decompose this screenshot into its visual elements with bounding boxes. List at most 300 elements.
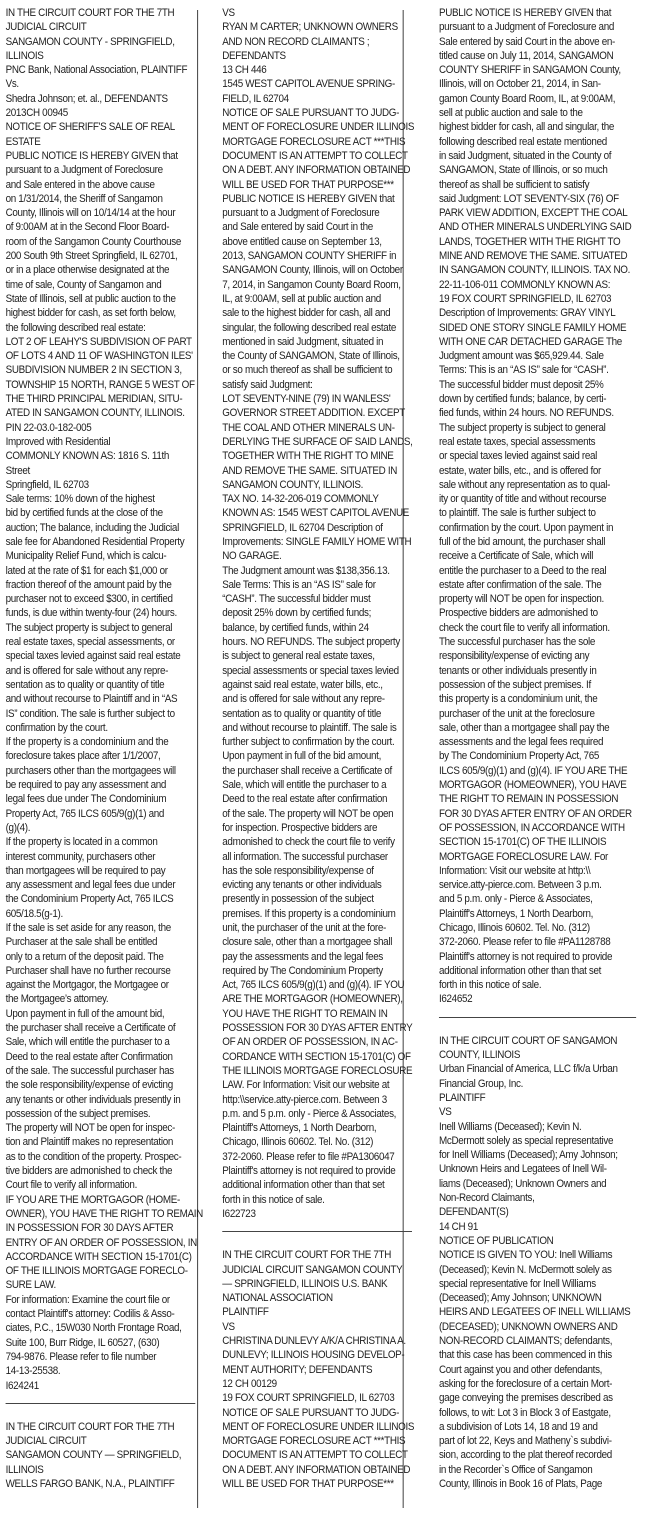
notice-line: pursuant to a Judgment of Foreclosure and [438, 21, 615, 34]
notice-line: ILLINOIS [5, 1463, 44, 1476]
notice-line: and is offered for sale without any repre- [5, 664, 169, 677]
notice-line: evicting any tenants or other individuals [222, 879, 382, 892]
notice-line: Upon payment in full of the amount bid, [5, 1007, 165, 1020]
notice-line: only to a return of the deposit paid. The [5, 950, 164, 963]
notice-line: IN SANGAMON COUNTY, ILLINOIS. TAX NO. [438, 264, 631, 277]
notice-line: this property is a condominium unit, the [438, 693, 598, 706]
notice-line: MINE AND REMOVE THE SAME. SITUATED [438, 250, 628, 263]
notice-line: special assessments or special taxes levied [222, 664, 399, 677]
notice-line: Financial Group, Inc. [438, 1077, 524, 1090]
notice-urban-financial-williams [439, 1034, 645, 1492]
notice-separator [439, 1017, 636, 1018]
notice-line: be required to pay any assessment and [5, 779, 167, 792]
notice-line: MENT OF FORECLOSURE UNDER ILLINOIS [222, 121, 415, 134]
notice-line: GOVERNOR STREET ADDITION. EXCEPT [222, 407, 405, 420]
notice-line: 794-9876. Please refer to file number [5, 1350, 157, 1363]
notice-line: and Sale entered in the above cause [5, 178, 155, 191]
notice-line: WILL BE USED FOR THAT PURPOSE*** [222, 178, 394, 191]
notice-line: ESTATE [5, 135, 41, 148]
notice-line: Act, 765 ILCS 605/9(g)(1) and (g)(4). IF YOU [222, 979, 405, 992]
notice-line: additional information other than that set [438, 964, 602, 977]
notice-line: NO GARAGE. [222, 550, 282, 563]
notice-line: ACCORDANCE WITH SECTION 15-1701(C) [5, 1250, 192, 1263]
notice-line: (DECEASED); UNKNOWN OWNERS AND [438, 1320, 618, 1333]
notice-line: Court against you and other defendants, [438, 1363, 603, 1376]
notice-line: Illinois, will on October 21, 2014, in San- [438, 78, 601, 91]
notice-line: COUNTY SHERIFF in SANGAMON County, [438, 64, 621, 77]
notice-line: NON-RECORD CLAIMANTS; defendants, [438, 1335, 613, 1348]
notice-line: JUDICIAL CIRCUIT [5, 1435, 87, 1448]
notice-line: tion and Plaintiff makes no representation [5, 1136, 174, 1149]
notice-line: has the sole responsibility/expense of [222, 864, 374, 877]
notice-line: McDermott solely as special representative [438, 1134, 614, 1147]
notice-line: County, Illinois will on 10/14/14 at the hour [5, 207, 176, 220]
notice-line: For information: Examine the court file or [5, 1293, 170, 1306]
notice-line: responsibility/expense of evicting any [438, 650, 590, 663]
notice-line: Urban Financial of America, LLC f/k/a Urban [438, 1063, 618, 1076]
notice-separator [222, 1231, 412, 1232]
notice-line: Description of Improvements: GRAY VINYL [438, 307, 616, 320]
notice-line: PUBLIC NOTICE IS HEREBY GIVEN that [438, 7, 612, 19]
notice-line: room of the Sangamon County Courthouse [5, 235, 182, 248]
notice-line: the Condominium Property Act, 765 ILCS [5, 893, 174, 906]
notice-line: sale, other than a mortgagee shall pay the [438, 721, 610, 734]
notice-line: ON A DEBT. ANY INFORMATION OBTAINED [222, 1463, 411, 1476]
column-left [6, 6, 205, 1491]
notice-line: highest bidder for cash, as set forth below, [5, 307, 176, 320]
notice-line: SANGAMON, State of Illinois, or so much [438, 164, 608, 177]
notice-line: Property Act, 765 ILCS 605/9(g)(1) and [5, 807, 165, 820]
notice-line: forth in this notice of sale. [438, 979, 542, 992]
notice-line: The successful purchaser has the sole [438, 636, 596, 649]
notice-line: Municipality Relief Fund, which is calcu- [5, 550, 167, 563]
notice-line: IS” condition. The sale is further subject to [5, 707, 175, 720]
notice-line: Court file to verify all information. [5, 1179, 138, 1192]
notice-line: PLAINTIFF [222, 1306, 269, 1319]
notice-line: DEFENDANTS [222, 49, 286, 62]
notice-line: JUDICIAL CIRCUIT [5, 21, 87, 34]
notice-line: COMMONLY KNOWN AS: 1816 S. 11th [5, 450, 170, 463]
notice-line: special representative for Inell Williams [438, 1277, 596, 1290]
notice-line: NOTICE IS GIVEN TO YOU: Inell Williams [438, 1249, 613, 1262]
notice-line: Shedra Johnson; et. al., DEFENDANTS [5, 92, 168, 105]
notice-line: THE COAL AND OTHER MINERALS UN- [222, 421, 395, 434]
notice-line: JUDICIAL CIRCUIT SANGAMON COUNTY [222, 1263, 403, 1276]
notice-line: admonished to check the court file to verify [222, 836, 395, 849]
notice-line: foreclosure takes place after 1/1/2007, [5, 750, 161, 763]
notice-line: COUNTY, ILLINOIS [438, 1049, 521, 1062]
notice-line: TOGETHER WITH THE RIGHT TO MINE [222, 450, 394, 463]
notice-line: (g)(4). [5, 821, 31, 834]
notice-line: NOTICE OF SALE PURSUANT TO JUDG- [222, 107, 400, 120]
notice-line: Non-Record Claimants, [438, 1192, 535, 1205]
notice-line: above entitled cause on September 13, [222, 235, 382, 248]
notice-line: Springfield, IL 62703 [5, 478, 89, 491]
notice-line: Purchaser at the sale shall be entitled [5, 936, 158, 949]
notice-line: entitle the purchaser to a Deed to the real [438, 564, 607, 577]
notice-line: MORTGAGE FORECLOSURE ACT ***THIS [222, 135, 406, 148]
notice-line: The successful bidder must deposit 25% [438, 378, 604, 391]
notice-line: as to the condition of the property. Prospec- [5, 1150, 182, 1163]
notice-line: WITH ONE CAR DETACHED GARAGE The [438, 335, 622, 348]
notice-line: I622723 [222, 1207, 256, 1220]
notice-line: 2013CH 00945 [5, 107, 68, 120]
notice-line: of the sale. The property will NOT be open [222, 807, 394, 820]
notice-line: 372-2060. Please refer to file #PA1306047 [222, 1150, 395, 1163]
notice-line: NOTICE OF SHERIFF'S SALE OF REAL [5, 121, 175, 134]
notice-line: and 5 p.m. only - Pierce & Associates, [438, 893, 593, 906]
notice-line: any assessment and legal fees due under [5, 879, 176, 892]
notice-line: against said real estate, water bills, etc., [222, 678, 383, 691]
notice-line: pay the assessments and the legal fees [222, 950, 383, 963]
notice-line: LAW. For Information: Visit our website at [222, 1079, 390, 1092]
notice-line: PARK VIEW ADDITION, EXCEPT THE COAL [438, 207, 628, 220]
notice-line: If the property is located in a common [5, 836, 158, 849]
notice-line: Street [5, 464, 30, 477]
notice-line: sale fee for Abandoned Residential Property [5, 535, 185, 548]
notice-line: and is offered for sale without any repre- [222, 693, 385, 706]
notice-line: the purchaser shall receive a Certificate of [222, 764, 392, 777]
notice-pnc-bank-johnson [6, 6, 205, 1393]
notice-line: 14 CH 91 [438, 1220, 478, 1233]
notice-line: real estate taxes, special assessments [438, 435, 596, 448]
notice-line: ENTRY OF AN ORDER OF POSSESSION, IN [5, 1236, 197, 1249]
notice-line: pursuant to a Judgment of Foreclosure [222, 207, 380, 220]
notice-line: THE ILLINOIS MORTGAGE FORECLOSURE [222, 1064, 413, 1077]
column-right [439, 6, 645, 1491]
notice-line: 19 FOX COURT SPRINGFIELD, IL 62703 [438, 292, 612, 305]
notice-line: PUBLIC NOTICE IS HEREBY GIVEN that [5, 149, 178, 162]
notice-line: required by The Condominium Property [222, 964, 383, 977]
notice-line: KNOWN AS: 1545 WEST CAPITOL AVENUE [222, 507, 410, 520]
notice-line: SUBDIVISION NUMBER 2 IN SECTION 3, [5, 364, 182, 377]
notice-line: sentation as to quality or quantity of title [222, 707, 382, 720]
notice-line: HEIRS AND LEGATEES OF INELL WILLIAMS [438, 1306, 631, 1319]
notice-line: 1545 WEST CAPITOL AVENUE SPRING- [222, 78, 395, 91]
notice-line: 22-11-106-011 COMMONLY KNOWN AS: [438, 278, 611, 291]
notice-line: pursuant to a Judgment of Foreclosure [5, 164, 163, 177]
notice-line: DOCUMENT IS AN ATTEMPT TO COLLECT [222, 1449, 408, 1462]
notice-line: SIDED ONE STORY SINGLE FAMILY HOME [438, 321, 627, 334]
notice-line: OF AN ORDER OF POSSESSION, IN AC- [222, 1036, 398, 1049]
notice-line: FOR 30 DYAS AFTER ENTRY OF AN ORDER [438, 807, 632, 820]
notice-line: SANGAMON COUNTY - SPRINGFIELD, [5, 35, 175, 48]
notice-line: MENT OF FORECLOSURE UNDER ILLINOIS [222, 1420, 415, 1433]
notice-line: IN THE CIRCUIT COURT OF SANGAMON [438, 1034, 618, 1047]
notice-line: AND NON RECORD CLAIMANTS ; [222, 35, 370, 48]
notice-line: for inspection. Prospective bidders are [222, 821, 378, 834]
notice-line: receive a Certificate of Sale, which will [438, 550, 594, 563]
notice-line: Plaintiff's Attorneys, 1 North Dearborn, [438, 907, 594, 920]
notice-separator [6, 1403, 196, 1404]
notice-line: Prospective bidders are admonished to [438, 607, 598, 620]
notice-line: If the sale is set aside for any reason, the [5, 922, 171, 934]
notice-line: on 1/31/2014, the Sheriff of Sangamon [5, 192, 163, 205]
notice-line: YOU HAVE THE RIGHT TO REMAIN IN [222, 1007, 388, 1020]
notice-line: http:\\service.atty-pierce.com. Between 3 [222, 1093, 387, 1106]
notice-line: SURE LAW. [5, 1279, 56, 1292]
notice-wells-fargo-carter-cont [222, 6, 421, 1221]
notice-line: or in a place otherwise designated at the [5, 264, 170, 277]
notice-line: in said Judgment, situated in the County of [438, 149, 612, 162]
notice-line: than mortgagees will be required to pay [5, 864, 166, 877]
notice-line: of 9:00AM at in the Second Floor Board- [5, 221, 170, 234]
notice-line: NOTICE OF PUBLICATION [438, 1234, 554, 1247]
notice-line: Deed to the real estate after Confirmation [5, 1050, 173, 1063]
notice-line: Chicago, Illinois 60602. Tel. No. (312) [222, 1136, 374, 1149]
notice-line: RYAN M CARTER; UNKNOWN OWNERS [222, 21, 398, 34]
notice-line: presently in possession of the subject [222, 893, 374, 906]
notice-line: Sale, which will entitle the purchaser to a [222, 779, 387, 792]
notice-line: gamon County Board Room, IL, at 9:00AM, [438, 92, 616, 105]
notice-line: Plaintiff's Attorneys, 1 North Dearborn, [222, 1122, 377, 1135]
notice-line: SPRINGFIELD, IL 62704 Description of [222, 521, 383, 534]
notice-line: “CASH”. The successful bidder must [222, 593, 371, 606]
notice-line: MORTGAGOR (HOMEOWNER), YOU HAVE [438, 779, 627, 792]
notice-line: THE THIRD PRINCIPAL MERIDIAN, SITU- [5, 393, 183, 406]
notice-line: closure sale, other than a mortgagee shall [222, 936, 393, 949]
notice-line: against the Mortgagor, the Mortgagee or [5, 979, 169, 992]
notice-line: OF THE ILLINOIS MORTGAGE FORECLO- [5, 1265, 188, 1278]
notice-line: State of Illinois, sell at public auction to the [5, 292, 176, 305]
notice-line: 605/18.5(g-1). [5, 907, 63, 920]
notice-line: the County of SANGAMON, State of Illinois, [222, 350, 400, 363]
notice-line: part of lot 22, Keys and Matheny`s subdivi- [438, 1435, 612, 1448]
notice-line: LOT 2 OF LEAHY'S SUBDIVISION OF PART [5, 335, 192, 348]
notice-line: IL, at 9:00AM, sell at public auction and [222, 292, 381, 305]
notice-line: legal fees due under The Condominium [5, 793, 167, 806]
notice-line: PUBLIC NOTICE IS HEREBY GIVEN that [222, 192, 395, 205]
notice-line: and Sale entered by said Court in the [222, 221, 373, 234]
notice-line: Vs. [5, 78, 19, 91]
notice-line: Purchaser shall have no further recourse [5, 964, 171, 977]
notice-line: assessments and the legal fees required [438, 736, 604, 749]
notice-line: Sale, which will entitle the purchaser to a [5, 1036, 170, 1049]
notice-line: contact Plaintiff's attorney: Codilis & Asso- [5, 1308, 175, 1321]
notice-line: FIELD, IL 62704 [222, 92, 289, 105]
notice-line: Plaintiff's attorney is not required to provide [438, 950, 613, 963]
notice-line: Suite 100, Burr Ridge, IL 60527, (630) [5, 1336, 160, 1349]
notice-line: liams (Deceased); Unknown Owners and [438, 1177, 607, 1190]
notice-line: Deed to the real estate after confirmation [222, 793, 388, 806]
notice-line: auction; The balance, including the Judicial [5, 521, 179, 534]
notice-line: purchaser not to exceed $300, in certified [5, 593, 173, 606]
notice-line: PIN 22-03.0-182-005 [5, 421, 92, 434]
notice-line: additional information other than that set [222, 1179, 385, 1192]
notice-line: IN THE CIRCUIT COURT FOR THE 7TH [5, 1420, 175, 1433]
notice-line: balance, by certified funds, within 24 [222, 621, 369, 634]
notice-line: 13 CH 446 [222, 64, 267, 77]
notice-line: service.atty-pierce.com. Between 3 p.m. [438, 879, 602, 892]
notice-line: I624652 [438, 993, 473, 1006]
notice-line: LOT SEVENTY-NINE (79) IN WANLESS' [222, 393, 391, 406]
notice-line: possession of the subject premises. If [438, 678, 591, 691]
notice-line: SANGAMON COUNTY — SPRINGFIELD, [5, 1449, 182, 1462]
notice-line: follows, to wit: Lot 3 in Block 3 of Eastgate, [438, 1406, 611, 1419]
notice-line: IN THE CIRCUIT COURT FOR THE 7TH [5, 7, 175, 19]
notice-line: down by certified funds; balance, by certi- [438, 393, 607, 406]
notice-line: deposit 25% down by certified funds; [222, 607, 372, 620]
notice-line: ARE THE MORTGAGOR (HOMEOWNER), [222, 993, 403, 1006]
notice-line: gage conveying the premises described as [438, 1392, 613, 1405]
notice-line: hours. NO REFUNDS. The subject property [222, 636, 400, 649]
notice-line: ATED IN SANGAMON COUNTY, ILLINOIS. [5, 407, 185, 420]
notice-line: The subject property is subject to general [438, 421, 606, 434]
notice-line: funds, is due within twenty-four (24) hours. [5, 607, 177, 620]
notice-line: Sale terms: 10% down of the highest [5, 493, 155, 506]
notice-line: lated at the rate of $1 for each $1,000 or [5, 564, 168, 577]
notice-line: said Judgment: LOT SEVENTY-SIX (76) OF [438, 192, 619, 205]
notice-line: The Judgment amount was $138,356.13. [222, 564, 390, 577]
notice-line: VS [222, 7, 235, 19]
notice-line: highest bidder for cash, all and singular, the [438, 121, 615, 134]
notice-us-bank-dunlevy [222, 1248, 421, 1491]
notice-line: 2013, SANGAMON COUNTY SHERIFF in [222, 250, 397, 263]
notice-line: ILLINOIS [5, 49, 44, 62]
notice-line: sell at public auction and sale to the [438, 107, 583, 120]
notice-line: to plaintiff. The sale is further subject to [438, 507, 596, 520]
notice-line: that this case has been commenced in this [438, 1349, 612, 1362]
notice-line: following described real estate mentioned [438, 135, 607, 148]
notice-line: NATIONAL ASSOCIATION [222, 1292, 333, 1305]
notice-line: Improvements: SINGLE FAMILY HOME WITH [222, 535, 412, 548]
notice-line: 12 CH 00129 [222, 1377, 277, 1390]
notice-line: estate after confirmation of the sale. The [438, 578, 602, 591]
notice-line: MORTGAGE FORECLOSURE ACT ***THIS [222, 1435, 406, 1448]
notice-line: or special taxes levied against said real [438, 450, 598, 463]
notice-line: AND OTHER MINERALS UNDERLYING SAID [438, 221, 632, 234]
notice-line: fied funds, within 24 hours. NO REFUNDS. [438, 407, 614, 420]
notice-line: all information. The successful purchaser [222, 850, 388, 863]
notice-line: time of sale, County of Sangamon and [5, 278, 162, 291]
notice-line: 7, 2014, in Sangamon County Board Room, [222, 278, 401, 291]
notice-line: Sale entered by said Court in the above en- [438, 35, 616, 48]
notice-line: DEFENDANT(S) [438, 1206, 509, 1219]
notice-line: sale to the highest bidder for cash, all and [222, 307, 391, 320]
notice-line: VS [222, 1320, 235, 1333]
notice-line: NOTICE OF SALE PURSUANT TO JUDG- [222, 1406, 400, 1419]
notice-line: the purchaser shall receive a Certificate of [5, 1022, 176, 1035]
notice-line: purchasers other than the mortgagees will [5, 764, 176, 777]
notice-line: 19 FOX COURT SPRINGFIELD, IL 62703 [222, 1392, 395, 1405]
notice-line: TOWNSHIP 15 NORTH, RANGE 5 WEST OF [5, 378, 195, 391]
notice-us-bank-dunlevy-cont [439, 6, 645, 1007]
notice-line: CHRISTINA DUNLEVY A/K/A CHRISTINA A. [222, 1335, 406, 1348]
notice-line: asking for the foreclosure of a certain Mort- [438, 1377, 613, 1390]
notice-line: ity or quantity of title and without recourse [438, 493, 607, 506]
notice-line: ILCS 605/9(g)(1) and (g)(4). IF YOU ARE THE [438, 764, 628, 777]
notice-line: MORTGAGE FORECLOSURE LAW. For [438, 850, 608, 863]
notice-line: VS [438, 1106, 452, 1119]
notice-line: MENT AUTHORITY; DEFENDANTS [222, 1363, 373, 1376]
notice-line: by The Condominium Property Act, 765 [438, 750, 600, 763]
notice-line: SANGAMON COUNTY, ILLINOIS. [222, 478, 364, 491]
notice-line: LANDS, TOGETHER WITH THE RIGHT TO [438, 235, 621, 248]
notice-line: The property will NOT be open for inspec- [5, 1122, 175, 1135]
notice-line: ciates, P.C., 15W030 North Frontage Road, [5, 1322, 182, 1335]
notice-line: sale without any representation as to qual- [438, 478, 611, 491]
notice-line: Improved with Residential [5, 435, 111, 448]
column-middle [222, 6, 421, 1491]
notice-line: 372-2060. Please refer to file #PA1128788 [438, 936, 611, 949]
notice-line: Chicago, Illinois 60602. Tel. No. (312) [438, 922, 590, 934]
notice-line: County, Illinois in Book 16 of Plats, Page [438, 1477, 603, 1490]
notice-line: full of the bid amount, the purchaser shall [438, 535, 606, 548]
notice-line: PLAINTIFF [438, 1091, 486, 1104]
notice-line: (Deceased); Kevin N. McDermott solely as [438, 1263, 612, 1276]
notice-line: property will NOT be open for inspection. [438, 593, 604, 606]
notice-line: premises. If this property is a condominium [222, 907, 396, 920]
notice-line: Inell Williams (Deceased); Kevin N. [438, 1120, 582, 1133]
notice-line: fraction thereof of the amount paid by the [5, 578, 172, 591]
notice-line: possession of the subject premises. [5, 1107, 151, 1120]
notice-line: OWNER), YOU HAVE THE RIGHT TO REMAIN [5, 1207, 203, 1220]
notice-line: mentioned in said Judgment, situated in [222, 335, 384, 348]
notice-line: of the sale. The successful purchaser has [5, 1064, 174, 1077]
notice-line: check the court file to verify all information. [438, 621, 610, 634]
notice-line: tenants or other individuals presently in [438, 664, 597, 677]
notice-line: (Deceased); Amy Johnson; UNKNOWN [438, 1292, 602, 1305]
notice-line: or so much thereof as shall be sufficient to [222, 364, 393, 377]
notice-wells-fargo-carter [6, 1420, 205, 1491]
notice-line: POSSESSION FOR 30 DYAS AFTER ENTRY [222, 1022, 413, 1035]
notice-line: Sale Terms: This is an “AS IS” sale for [222, 578, 376, 591]
notice-line: bid by certified funds at the close of the [5, 507, 163, 520]
notice-line: — SPRINGFIELD, ILLINOIS U.S. BANK [222, 1277, 388, 1290]
notice-line: unit, the purchaser of the unit at the fore- [222, 922, 386, 934]
notice-line: confirmation by the court. Upon payment in [438, 521, 614, 534]
notice-line: 14-13-25538. [5, 1365, 61, 1378]
notice-line: If the property is a condominium and the [5, 736, 169, 749]
notice-line: for Inell Williams (Deceased); Amy Johnson; [438, 1149, 618, 1162]
notice-line: sion, according to the plat thereof recorded [438, 1449, 612, 1462]
notice-line: DUNLEVY; ILLINOIS HOUSING DEVELOP- [222, 1349, 405, 1362]
notice-line: OF POSSESSION, IN ACCORDANCE WITH [438, 821, 625, 834]
notice-line: real estate taxes, special assessments, or [5, 636, 175, 649]
notice-line: I624241 [5, 1379, 39, 1392]
notice-line: satisfy said Judgment: [222, 378, 313, 391]
notice-line: confirmation by the court. [5, 721, 108, 734]
notice-line: special taxes levied against said real estate [5, 650, 181, 663]
notice-line: PNC Bank, National Association, PLAINTIFF [5, 64, 188, 77]
notice-line: further subject to confirmation by the court. [222, 736, 395, 749]
notice-line: forth in this notice of sale. [222, 1193, 325, 1206]
notice-line: 200 South 9th Street Springfield, IL 62701, [5, 250, 178, 263]
notice-line: TAX NO. 14-32-206-019 COMMONLY [222, 493, 379, 506]
notice-line: SECTION 15-1701(C) OF THE ILLINOIS [438, 836, 607, 849]
notice-line: AND REMOVE THE SAME. SITUATED IN [222, 464, 398, 477]
notice-line: purchaser of the unit at the foreclosure [438, 707, 595, 720]
notice-line: the sole responsibility/expense of evicting [5, 1079, 173, 1092]
notice-line: IF YOU ARE THE MORTGAGOR (HOME- [5, 1193, 180, 1206]
notice-line: sentation as to quality or quantity of title [5, 678, 165, 691]
notice-line: WILL BE USED FOR THAT PURPOSE*** [222, 1477, 394, 1490]
notice-line: THE RIGHT TO REMAIN IN POSSESSION [438, 793, 619, 806]
notice-line: DOCUMENT IS AN ATTEMPT TO COLLECT [222, 149, 408, 162]
notice-line: OF LOTS 4 AND 11 OF WASHINGTON ILES' [5, 350, 193, 363]
notice-line: IN THE CIRCUIT COURT FOR THE 7TH [222, 1249, 392, 1262]
notice-line: p.m. and 5 p.m. only - Pierce & Associates, [222, 1107, 397, 1120]
notice-line: titled cause on July 11, 2014, SANGAMON [438, 49, 614, 62]
notice-line: thereof as shall be sufficient to satisfy [438, 178, 590, 191]
notice-line: Judgment amount was $65,929.44. Sale [438, 350, 604, 363]
notice-line: WELLS FARGO BANK, N.A., PLAINTIFF [5, 1477, 175, 1490]
notice-line: Information: Visit our website at http:\\ [438, 864, 591, 877]
notice-line: Terms: This is an “AS IS” sale for “CASH”. [438, 364, 609, 377]
notice-line: SANGAMON County, Illinois, will on October [222, 264, 403, 277]
notice-line: ON A DEBT. ANY INFORMATION OBTAINED [222, 164, 411, 177]
notice-line: the Mortgagee’s attorney. [5, 993, 109, 1006]
